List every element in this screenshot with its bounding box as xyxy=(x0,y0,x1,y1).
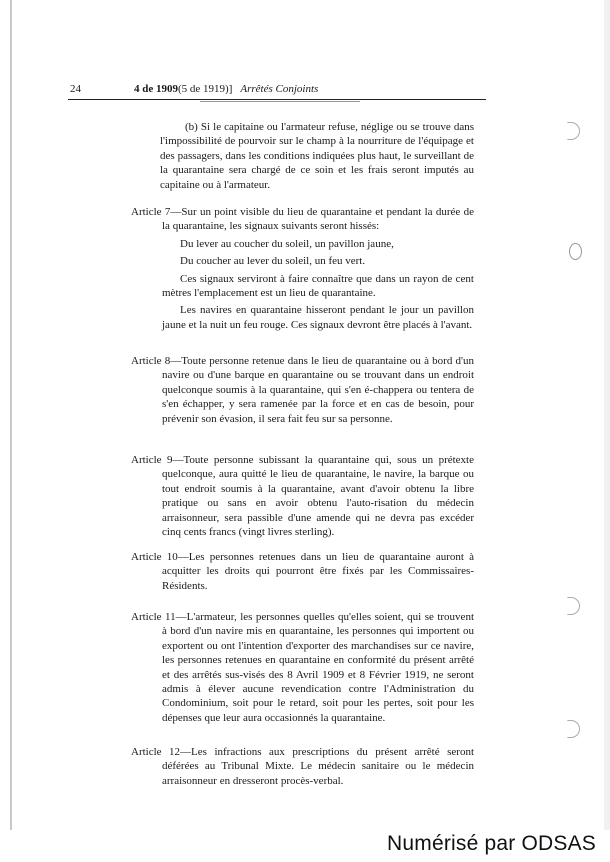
article-12 xyxy=(131,745,474,788)
reference-number: 4 de 1909 xyxy=(134,83,178,95)
reference xyxy=(134,83,318,96)
article-8 xyxy=(131,354,474,426)
binding-hole-mark xyxy=(567,720,580,738)
article-7-purpose: Ces signaux serviront à faire connaître que dans un rayon de cent mètres l'emplacement est un lieu de quarantaine. xyxy=(162,272,474,300)
article-11 xyxy=(131,610,474,725)
page-right-edge xyxy=(604,0,610,830)
article-9 xyxy=(131,453,474,539)
binding-hole-mark xyxy=(567,122,580,140)
article-10-text: Article 10—Les personnes retenues dans un lieu de quarantaine auront à acquitter les droits qui pourront être fixés par les Commissaires-Résidents. xyxy=(131,551,474,592)
page-number: 24 xyxy=(70,83,81,95)
article-8-text: Article 8—Toute personne retenue dans le lieu de quarantaine ou à bord d'un navire ou d'une barque en quarantaine ou se trouvant dans un endroit quelconque soumis à la quarantaine, qui s'en é-chappera ou tentera de s'en échapper, y sera ramenée par la force et en cas de besoin, pour prévenir son évasion, il sera fait feu sur sa personne. xyxy=(131,355,474,425)
article-7-signal-night: Du coucher au lever du soleil, un feu vert. xyxy=(180,255,366,268)
header-title: Arrêtés Conjoints xyxy=(240,83,319,95)
digitization-watermark: Numérisé par ODSAS xyxy=(387,832,596,855)
paragraph-b-text: (b) Si le capitaine ou l'armateur refuse, néglige ou se trouve dans l'impossibilité de pourvoir sur le champ à la nourriture de l'équipage et des passagers, dans les conditions indiquées plus haut, le surveillant de la quarantaine sera chargé de ce soin et les frais seront imputés au capitaine ou à l'armateur. xyxy=(160,121,474,191)
header-rule xyxy=(68,99,486,100)
header-rule-faint xyxy=(200,101,360,102)
article-12-text: Article 12—Les infractions aux prescriptions du présent arrêté seront déférées au Tribunal Mixte. Le médecin sanitaire ou le médecin arraisonneur en dresseront procès-verbal. xyxy=(131,746,474,787)
paragraph-b xyxy=(160,120,474,192)
article-11-text: Article 11—L'armateur, les personnes quelles qu'elles soient, qui se trouvent à bord d'un navire mis en quarantaine, les personnes qui importent ou exportent ou ont l'intention d'exporter des marchandises sur ce navire, les personnes retenues en quarantaine en conformité du présent arrêté et des arrêtés sus-visés des 8 Avril 1909 et 8 Février 1919, ne seront admis à élever aucune revendication contre l'Administration du Condominium, soit pour le retard, soit pour les pertes, soit pour les dépenses que leur aura occasionnés la quarantaine. xyxy=(131,611,474,724)
reference-date: (5 de 1919)] xyxy=(178,83,233,95)
article-9-text: Article 9—Toute personne subissant la quarantaine qui, sous un prétexte quelconque, aura quitté le lieu de quarantaine, le navire, la barque ou tout endroit soumis à la quarantaine, avant d'avoir obtenu la libre pratique ou sans en avoir obtenu l'auto-risation du médecin arraisonneur, sera passible d'une amende qui ne devra pas excéder cinq cents francs (vingt livres sterling). xyxy=(131,454,474,539)
article-7-ship-signals: Les navires en quarantaine hisseront pendant le jour un pavillon jaune et la nuit un feu rouge. Ces signaux devront être placés à l'avant. xyxy=(162,304,474,331)
article-10 xyxy=(131,550,474,593)
page-left-edge xyxy=(10,0,12,830)
article-7-signal-day: Du lever au coucher du soleil, un pavillon jaune, xyxy=(180,237,394,250)
binding-hole-mark xyxy=(569,243,582,260)
article-7 xyxy=(131,205,474,332)
article-7-lead: Article 7—Sur un point visible du lieu de quarantaine et pendant la durée de la quarantaine, les signaux suivants seront hissés: xyxy=(131,206,474,233)
binding-hole-mark xyxy=(567,597,580,615)
